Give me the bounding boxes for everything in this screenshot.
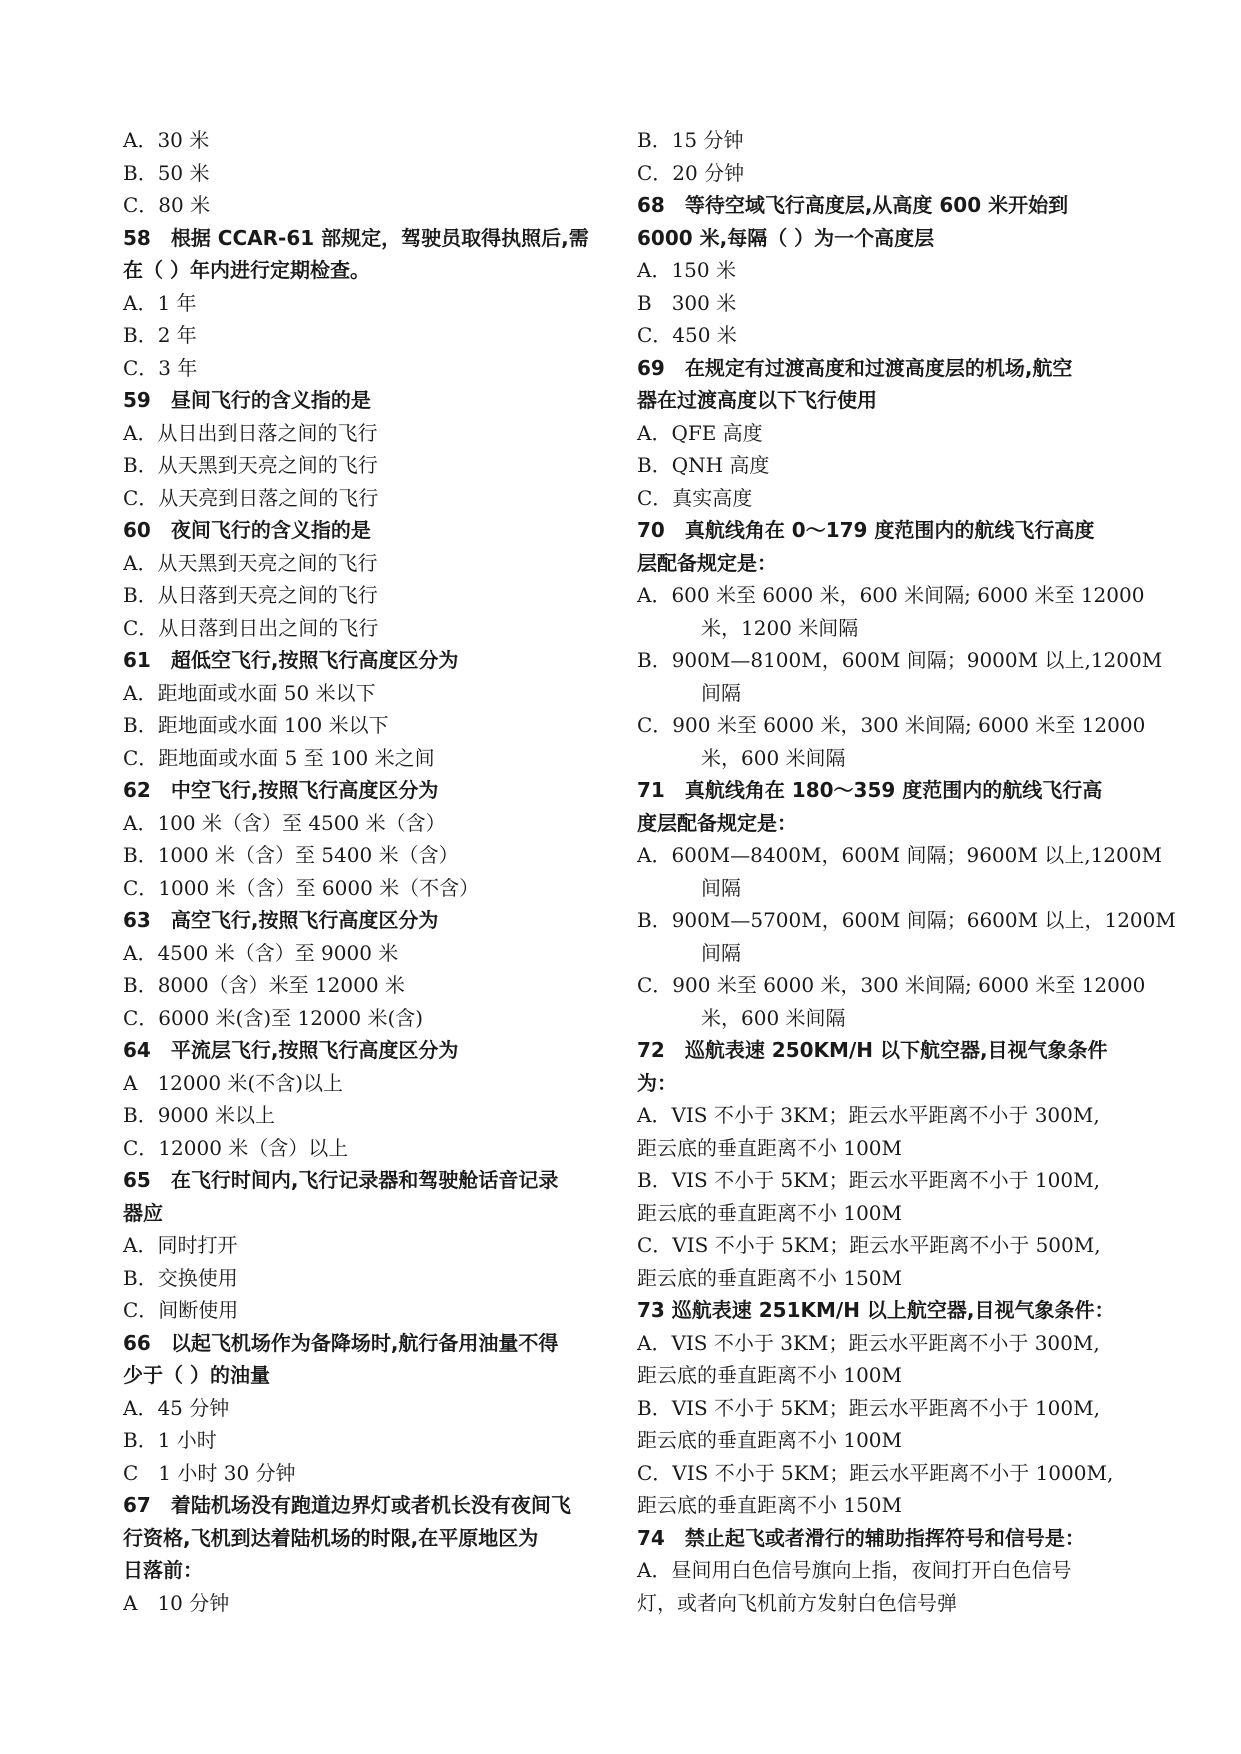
question-line: 日落前： (123, 1558, 203, 1582)
option-line: 间隔 (701, 680, 741, 705)
option-line: A．同时打开 (123, 1233, 238, 1257)
option-line: A．30 米 (123, 128, 210, 152)
option-line: C．VIS 不小于 5KM；距云水平距离不小于 500M, (637, 1233, 1101, 1257)
option-line: B．900M—8100M，600M 间隔；9000M 以上,1200M (637, 648, 1163, 672)
question-line: 72 巡航表速 250KM/H 以下航空器,目视气象条件 (637, 1038, 1108, 1062)
option-line: C．20 分钟 (637, 160, 745, 185)
option-line: A．昼间用白色信号旗向上指，夜间打开白色信号 (637, 1558, 1072, 1582)
option-line: B．VIS 不小于 5KM；距云水平距离不小于 100M, (637, 1395, 1100, 1420)
option-line: B．15 分钟 (637, 128, 744, 152)
option-line: 间隔 (701, 940, 741, 965)
option-line: 米，600 米间隔 (701, 1005, 846, 1030)
option-line: 米，1200 米间隔 (701, 615, 859, 640)
option-line: B．9000 米以上 (123, 1103, 275, 1127)
question-line: 69 在规定有过渡高度和过渡高度层的机场,航空 (637, 355, 1073, 380)
option-line: 距云底的垂直距离不小 100M (637, 1200, 903, 1225)
question-line: 器在过渡高度以下飞行使用 (637, 388, 877, 412)
option-line: A．从日出到日落之间的飞行 (123, 420, 378, 445)
option-line: C．900 米至 6000 米，300 米间隔; 6000 米至 12000 (637, 973, 1146, 997)
question-line: 60 夜间飞行的含义指的是 (123, 518, 371, 542)
option-line: B．距地面或水面 100 米以下 (123, 713, 389, 737)
option-line: A．距地面或水面 50 米以下 (123, 680, 376, 705)
option-line: C．450 米 (637, 323, 737, 347)
option-line: B 300 米 (637, 290, 737, 315)
option-line: A．100 米（含）至 4500 米（含） (123, 810, 446, 835)
option-line: A．45 分钟 (123, 1395, 230, 1420)
question-line: 64 平流层飞行,按照飞行高度区分为 (123, 1038, 459, 1062)
option-line: 距云底的垂直距离不小 100M (637, 1135, 903, 1160)
option-line: C．1000 米（含）至 6000 米（不含） (123, 875, 480, 900)
option-line: C．900 米至 6000 米，300 米间隔; 6000 米至 12000 (637, 713, 1146, 737)
option-line: A．QFE 高度 (637, 420, 763, 445)
question-line: 61 超低空飞行,按照飞行高度区分为 (123, 648, 459, 672)
option-line: C．距地面或水面 5 至 100 米之间 (123, 745, 435, 770)
question-line: 少于（ ）的油量 (123, 1363, 270, 1387)
option-line: B．QNH 高度 (637, 453, 770, 477)
option-line: A．4500 米（含）至 9000 米 (123, 940, 399, 965)
question-line: 度层配备规定是： (637, 810, 797, 835)
option-line: B．2 年 (123, 323, 197, 347)
question-line: 6000 米,每隔（ ）为一个高度层 (637, 225, 935, 250)
option-line: B．从日落到天亮之间的飞行 (123, 583, 378, 607)
question-line: 层配备规定是： (637, 550, 777, 575)
question-line: 在（ ）年内进行定期检查。 (123, 258, 370, 282)
question-line: 59 昼间飞行的含义指的是 (123, 388, 371, 412)
option-line: A．600 米至 6000 米，600 米间隔; 6000 米至 12000 (637, 583, 1145, 607)
option-line: C．80 米 (123, 193, 211, 217)
option-line: 距云底的垂直距离不小 150M (637, 1265, 903, 1290)
question-line: 66 以起飞机场作为备降场时,航行备用油量不得 (123, 1330, 559, 1355)
option-line: 距云底的垂直距离不小 150M (637, 1493, 903, 1517)
option-line: A．150 米 (637, 258, 736, 282)
option-line: C．3 年 (123, 355, 198, 380)
option-line: A．VIS 不小于 3KM；距云水平距离不小于 300M, (637, 1103, 1100, 1127)
option-line: C．从日落到日出之间的飞行 (123, 615, 379, 640)
option-line: C．12000 米（含）以上 (123, 1135, 349, 1160)
option-line: C．VIS 不小于 5KM；距云水平距离不小于 1000M, (637, 1460, 1114, 1485)
option-line: B．8000（含）米至 12000 米 (123, 973, 405, 997)
question-line: 73 巡航表速 251KM/H 以上航空器,目视气象条件： (637, 1298, 1115, 1322)
option-line: A．从天黑到天亮之间的飞行 (123, 550, 378, 575)
option-line: 米，600 米间隔 (701, 745, 846, 770)
option-line: A 12000 米(不含)以上 (123, 1070, 344, 1095)
left-column (123, 124, 613, 1619)
question-line: 行资格,飞机到达着陆机场的时限,在平原地区为 (123, 1525, 539, 1550)
option-line: B．VIS 不小于 5KM；距云水平距离不小于 100M, (637, 1168, 1100, 1192)
option-line: B．从天黑到天亮之间的飞行 (123, 453, 378, 477)
question-line: 67 着陆机场没有跑道边界灯或者机长没有夜间飞 (123, 1493, 571, 1517)
option-line: 距云底的垂直距离不小 100M (637, 1363, 903, 1387)
option-line: A．600M—8400M，600M 间隔；9600M 以上,1200M (637, 843, 1162, 867)
option-line: C 1 小时 30 分钟 (123, 1460, 296, 1485)
question-line: 63 高空飞行,按照飞行高度区分为 (123, 908, 439, 932)
option-line: A．VIS 不小于 3KM；距云水平距离不小于 300M, (637, 1330, 1100, 1355)
option-line: 距云底的垂直距离不小 100M (637, 1428, 903, 1452)
question-line: 70 真航线角在 0～179 度范围内的航线飞行高度 (637, 518, 1095, 542)
question-line: 68 等待空域飞行高度层,从高度 600 米开始到 (637, 193, 1069, 217)
question-line: 65 在飞行时间内,飞行记录器和驾驶舱话音记录 (123, 1168, 559, 1192)
option-line: B．50 米 (123, 160, 210, 185)
option-line: C．6000 米(含)至 12000 米(含) (123, 1005, 424, 1030)
option-line: B．1000 米（含）至 5400 米（含） (123, 843, 459, 867)
question-line: 器应 (123, 1200, 163, 1225)
question-line: 74 禁止起飞或者滑行的辅助指挥符号和信号是： (637, 1525, 1085, 1550)
question-line: 58 根据 CCAR-61 部规定，驾驶员取得执照后,需 (123, 225, 589, 250)
option-line: C．从天亮到日落之间的飞行 (123, 485, 379, 510)
right-column (637, 124, 1176, 1619)
option-line: B．交换使用 (123, 1265, 238, 1290)
option-line: A．1 年 (123, 290, 197, 315)
question-line: 62 中空飞行,按照飞行高度区分为 (123, 778, 439, 802)
option-line: C．真实高度 (637, 485, 753, 510)
option-line: B．1 小时 (123, 1428, 217, 1452)
option-line: 灯，或者向飞机前方发射白色信号弹 (637, 1590, 957, 1615)
option-line: B．900M—5700M，600M 间隔；6600M 以上，1200M (637, 908, 1176, 932)
question-line: 为： (637, 1070, 677, 1095)
option-line: C．间断使用 (123, 1298, 239, 1322)
question-line: 71 真航线角在 180～359 度范围内的航线飞行高 (637, 778, 1103, 802)
option-line: A 10 分钟 (123, 1590, 230, 1615)
option-line: 间隔 (701, 875, 741, 900)
